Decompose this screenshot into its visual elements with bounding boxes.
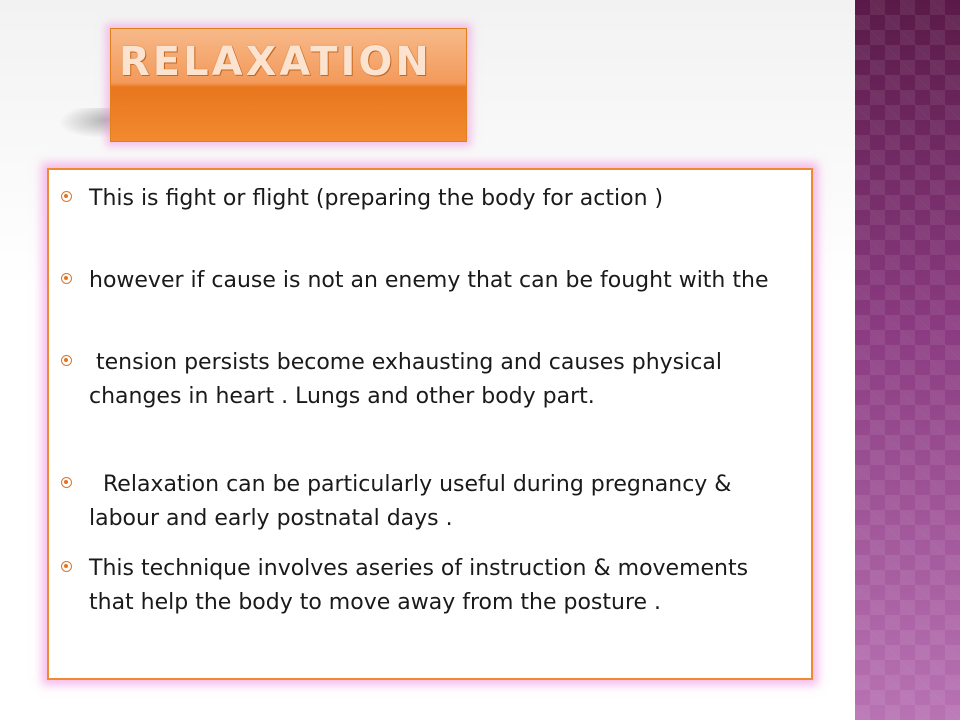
title-box <box>110 28 467 142</box>
bullet-text: however if cause is not an enemy that can be fought with the <box>89 268 769 293</box>
content-box <box>47 168 813 680</box>
bullet-text: tension persists become exhausting and causes physical changes in heart . Lungs and other body part. <box>89 350 729 409</box>
circled-dot-bullet-icon <box>61 561 72 572</box>
circled-dot-bullet-icon <box>61 355 72 366</box>
bullet-text: Relaxation can be particularly useful during pregnancy & labour and early postnatal days . <box>89 472 739 531</box>
bullet-text: This technique involves aseries of instruction & movements that help the body to move away from the posture . <box>89 556 756 615</box>
decorative-side-panel <box>855 0 960 720</box>
circled-dot-bullet-icon <box>61 273 72 284</box>
bullet-text: This is fight or flight (preparing the body for action ) <box>89 186 664 211</box>
slide-title: RELAXATION <box>119 39 432 85</box>
circled-dot-bullet-icon <box>61 477 72 488</box>
circled-dot-bullet-icon <box>61 191 72 202</box>
